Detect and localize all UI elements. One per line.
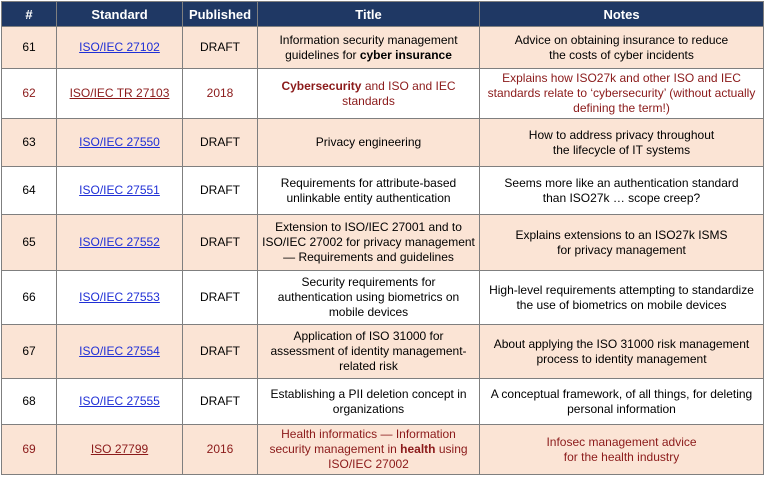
title-line: assessment of identity management- (270, 344, 467, 358)
header-published: Published (183, 2, 258, 27)
published-cell: DRAFT (183, 379, 258, 425)
title-emphasis: Cybersecurity (281, 78, 362, 93)
row-number: 63 (2, 119, 57, 167)
title-cell (258, 69, 480, 119)
title-line: organizations (332, 401, 405, 416)
notes-line: Infosec management advice (546, 434, 697, 449)
row-number: 67 (2, 325, 57, 379)
notes-cell (480, 425, 764, 475)
notes-cell (480, 379, 764, 425)
standards-table (1, 1, 764, 475)
table-row (2, 27, 764, 69)
title-line: standards (342, 93, 395, 108)
title-cell (258, 215, 480, 271)
notes-line: About applying the ISO 31000 risk management (493, 336, 750, 351)
notes-line: Advice on obtaining insurance to reduce (514, 32, 729, 47)
standard-cell (57, 325, 183, 379)
standard-link[interactable]: ISO/IEC 27554 (79, 344, 160, 358)
title-line: Cybersecurity and ISO and IEC (281, 78, 456, 93)
title-emphasis: health (400, 442, 436, 456)
title-line: security management in health using (269, 442, 468, 456)
notes-line: defining the term!) (573, 101, 670, 115)
title-line: authentication using biometrics on (277, 290, 460, 304)
standard-link[interactable]: ISO/IEC 27550 (79, 135, 160, 149)
published-cell: DRAFT (183, 325, 258, 379)
published-cell: DRAFT (183, 215, 258, 271)
title-cell (258, 379, 480, 425)
standard-cell (57, 167, 183, 215)
notes-cell (480, 215, 764, 271)
header-standard: Standard (57, 2, 183, 27)
header-num: # (2, 2, 57, 27)
table-row (2, 425, 764, 475)
title-line: ISO/IEC 27002 for privacy management (262, 235, 475, 249)
notes-cell (480, 271, 764, 325)
notes-line: A conceptual framework, of all things, for deleting (490, 386, 753, 401)
title-line: mobile devices (328, 305, 409, 319)
standard-cell (57, 215, 183, 271)
row-number: 61 (2, 27, 57, 69)
notes-cell (480, 119, 764, 167)
notes-line: process to identity management (536, 351, 707, 366)
title-line: Health informatics — Information (281, 427, 456, 441)
title-cell (258, 119, 480, 167)
row-number: 64 (2, 167, 57, 215)
standard-cell (57, 69, 183, 119)
published-cell: DRAFT (183, 271, 258, 325)
notes-line: standards relate to ‘cybersecurity’ (without actually (487, 86, 756, 100)
title-cell (258, 167, 480, 215)
notes-cell (480, 69, 764, 119)
notes-line: for privacy management (557, 242, 686, 257)
title-emphasis: cyber insurance (359, 47, 452, 62)
row-number: 62 (2, 69, 57, 119)
notes-line: personal information (567, 401, 676, 416)
notes-line: the costs of cyber incidents (549, 47, 694, 62)
header-title: Title (258, 2, 480, 27)
title-line: Privacy engineering (315, 135, 422, 149)
notes-cell (480, 27, 764, 69)
standard-cell (57, 27, 183, 69)
notes-line: Explains how ISO27k and other ISO and IEC (502, 71, 741, 85)
title-cell (258, 325, 480, 379)
notes-line: the lifecycle of IT systems (552, 142, 691, 157)
standard-cell (57, 425, 183, 475)
table-row (2, 325, 764, 379)
header-row (2, 2, 764, 27)
standard-link[interactable]: ISO/IEC 27102 (79, 40, 160, 54)
published-cell: 2016 (183, 425, 258, 475)
title-line: Application of ISO 31000 for (293, 329, 444, 343)
row-number: 65 (2, 215, 57, 271)
table-row (2, 379, 764, 425)
row-number: 66 (2, 271, 57, 325)
published-cell: DRAFT (183, 167, 258, 215)
standard-link[interactable]: ISO 27799 (90, 442, 149, 456)
notes-line: Explains extensions to an ISO27k ISMS (515, 227, 728, 242)
notes-line: than ISO27k … scope creep? (542, 190, 701, 205)
title-line: Security requirements for (301, 275, 436, 289)
notes-cell (480, 167, 764, 215)
title-line: ISO/IEC 27002 (328, 457, 409, 471)
table-row (2, 215, 764, 271)
title-line: Establishing a PII deletion concept in (270, 386, 467, 401)
table-row (2, 167, 764, 215)
title-line: guidelines for cyber insurance (285, 47, 452, 62)
title-line: related risk (339, 359, 398, 373)
title-cell (258, 27, 480, 69)
row-number: 69 (2, 425, 57, 475)
standard-cell (57, 271, 183, 325)
standard-link[interactable]: ISO/IEC 27553 (79, 290, 160, 304)
notes-line: the use of biometrics on mobile devices (516, 297, 727, 312)
standard-link[interactable]: ISO/IEC TR 27103 (69, 86, 170, 100)
header-notes: Notes (480, 2, 764, 27)
title-line: Requirements for attribute-based (280, 175, 457, 190)
standard-link[interactable]: ISO/IEC 27555 (79, 394, 160, 408)
table-row (2, 119, 764, 167)
table-row (2, 271, 764, 325)
title-line: unlinkable entity authentication (286, 190, 451, 205)
published-cell: 2018 (183, 69, 258, 119)
title-line: — Requirements and guidelines (283, 250, 454, 264)
notes-line: Seems more like an authentication standard (504, 175, 739, 190)
notes-line: High-level requirements attempting to standardize (489, 282, 754, 297)
title-cell (258, 271, 480, 325)
title-cell (258, 425, 480, 475)
title-line: Extension to ISO/IEC 27001 and to (275, 220, 462, 234)
published-cell: DRAFT (183, 119, 258, 167)
standard-link[interactable]: ISO/IEC 27552 (79, 235, 160, 249)
standard-link[interactable]: ISO/IEC 27551 (79, 183, 160, 197)
notes-line: for the health industry (563, 449, 680, 464)
notes-line: How to address privacy throughout (528, 127, 715, 142)
notes-cell (480, 325, 764, 379)
standard-cell (57, 379, 183, 425)
standard-cell (57, 119, 183, 167)
title-line: Information security management (279, 32, 458, 47)
published-cell: DRAFT (183, 27, 258, 69)
table-row (2, 69, 764, 119)
row-number: 68 (2, 379, 57, 425)
